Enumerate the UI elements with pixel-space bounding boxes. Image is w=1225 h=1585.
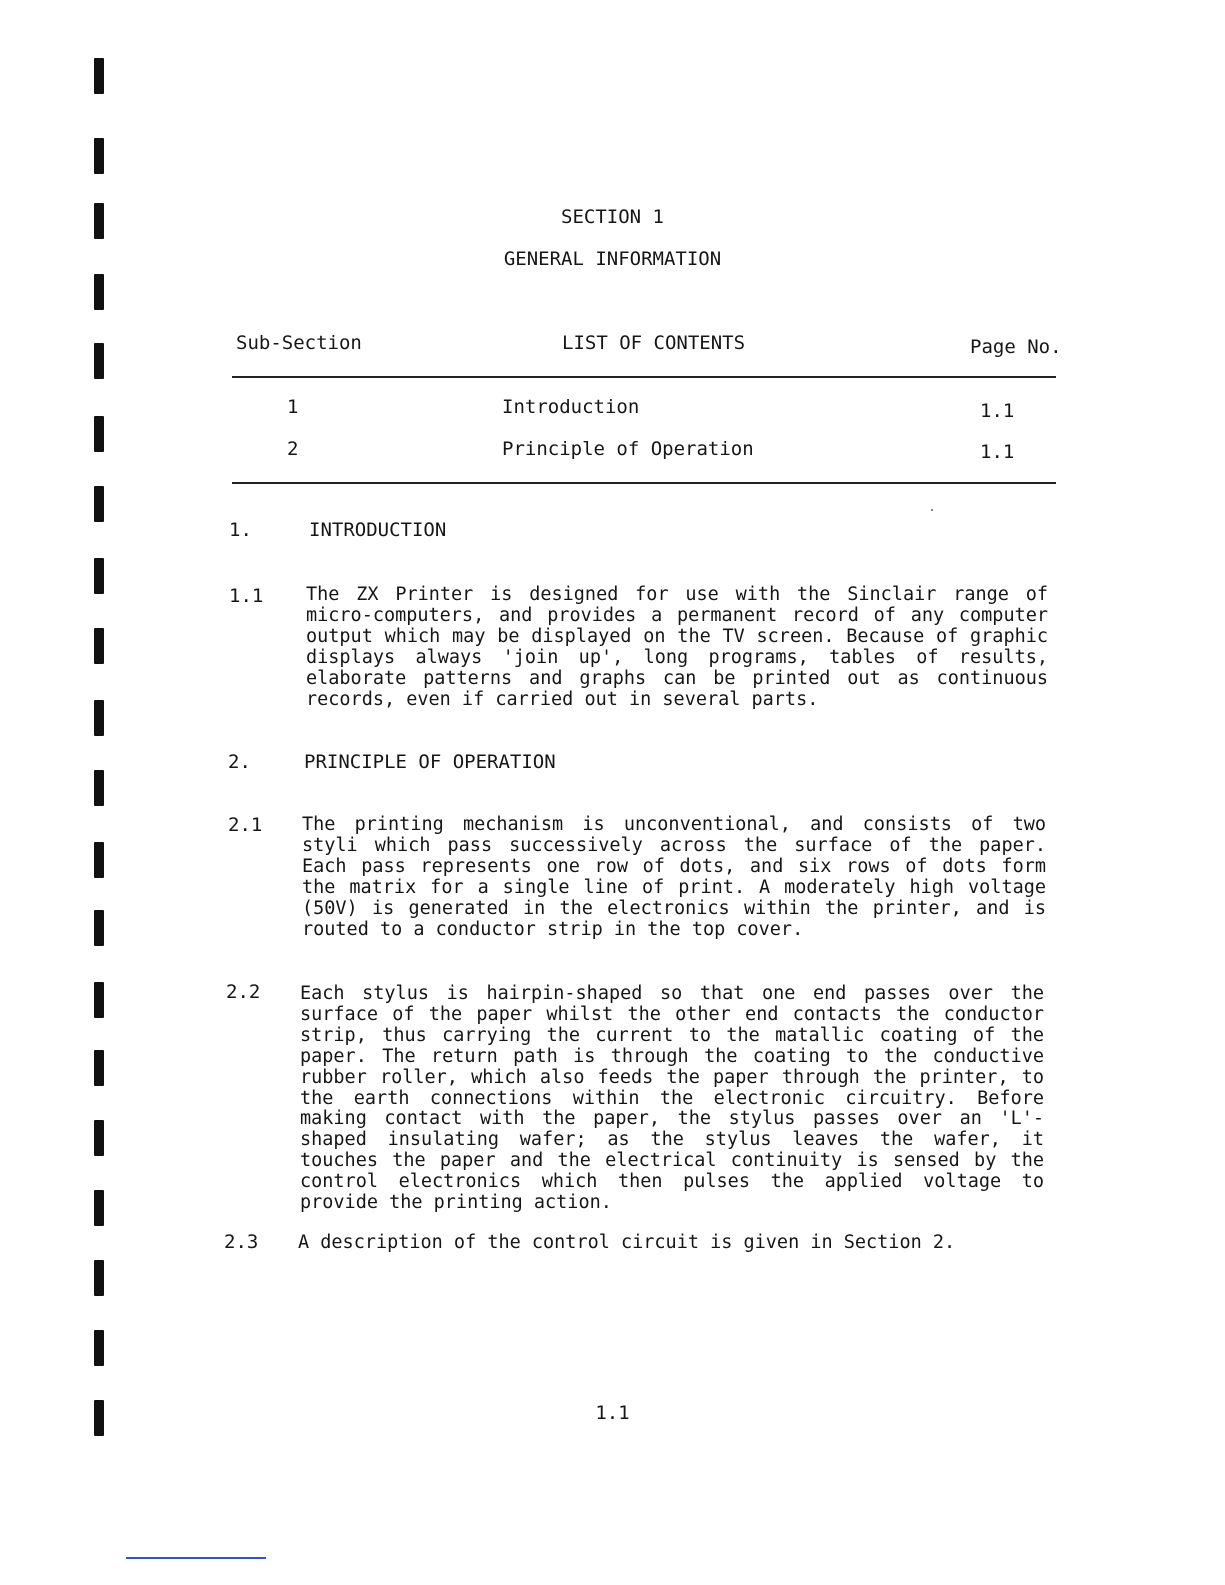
binder-mark — [94, 1260, 104, 1296]
section-title: GENERAL INFORMATION — [503, 248, 722, 270]
binder-mark — [94, 1330, 104, 1366]
toc-row-page: 1.1 — [980, 400, 1015, 422]
binder-mark — [94, 486, 104, 522]
toc-bottom-rule — [232, 482, 1056, 484]
section-number: SECTION 1 — [561, 206, 664, 228]
scan-speck — [931, 509, 933, 511]
toc-top-rule — [232, 376, 1056, 378]
binder-mark — [94, 1050, 104, 1086]
binder-mark — [94, 770, 104, 806]
paragraph-text: The ZX Printer is designed for use with the Sinclair range of micro-computers, and provides a permanent record of any computer output which may be displayed on the TV screen. Because of graphic displays always 'join up', long programs, tables of results, elaborate patterns and graphs can be printed out as continuous records, even if carried out in several parts. — [306, 584, 1048, 710]
section-heading-number: 2. — [228, 751, 251, 773]
binder-mark — [94, 343, 104, 379]
section-heading-title: INTRODUCTION — [309, 519, 447, 541]
toc-row-title: Introduction — [502, 396, 640, 418]
binder-mark — [94, 982, 104, 1018]
binder-mark — [94, 274, 104, 310]
toc-header-sub-section: Sub-Section — [236, 332, 362, 354]
toc-row-page: 1.1 — [980, 441, 1015, 463]
paragraph-number: 2.3 — [224, 1231, 259, 1253]
toc-row-number: 2 — [287, 438, 299, 460]
paragraph-text: A description of the control circuit is given in Section 2. — [298, 1232, 956, 1253]
paragraph-number: 2.2 — [226, 981, 261, 1003]
binder-mark — [94, 138, 104, 174]
page-number: 1.1 — [595, 1402, 630, 1424]
section-heading-number: 1. — [229, 519, 252, 541]
binder-mark — [94, 700, 104, 736]
binder-mark — [94, 558, 104, 594]
toc-row-number: 1 — [287, 396, 299, 418]
binder-mark — [94, 416, 104, 452]
binder-mark — [94, 842, 104, 878]
binder-mark — [94, 1120, 104, 1156]
binder-mark — [94, 628, 104, 664]
binder-mark — [94, 58, 104, 94]
paragraph-text: Each stylus is hairpin-shaped so that one end passes over the surface of the paper whilst the other end contacts the conductor strip, thus carrying the current to the matallic coating of the paper. The return path is through the coating to the conductive rubber roller, which also feeds the paper through the printer, to the earth connections within the electronic circuitry. Before making contact with the paper, the stylus passes over an 'L'-shaped insulating wafer; as the stylus leaves the wafer, it touches the paper and the electrical continuity is sensed by the control electronics which then pulses the applied voltage to provide the printing action. — [300, 983, 1044, 1214]
binder-mark — [94, 910, 104, 946]
toc-header-page: Page No. — [970, 336, 1062, 358]
paragraph-number: 2.1 — [228, 814, 263, 836]
paragraph-text: The printing mechanism is unconventional, and consists of two styli which pass successively across the surface of the paper. Each pass represents one row of dots, and six rows of dots form the matrix for a single line of print. A moderately high voltage (50V) is generated in the electronics within the printer, and is routed to a conductor strip in the top cover. — [302, 814, 1046, 940]
binder-mark — [94, 1190, 104, 1226]
bottom-link-underline — [126, 1557, 266, 1559]
toc-header-contents: LIST OF CONTENTS — [562, 332, 746, 354]
section-heading-title: PRINCIPLE OF OPERATION — [304, 751, 556, 773]
paragraph-number: 1.1 — [229, 585, 264, 607]
toc-row-title: Principle of Operation — [502, 438, 754, 460]
